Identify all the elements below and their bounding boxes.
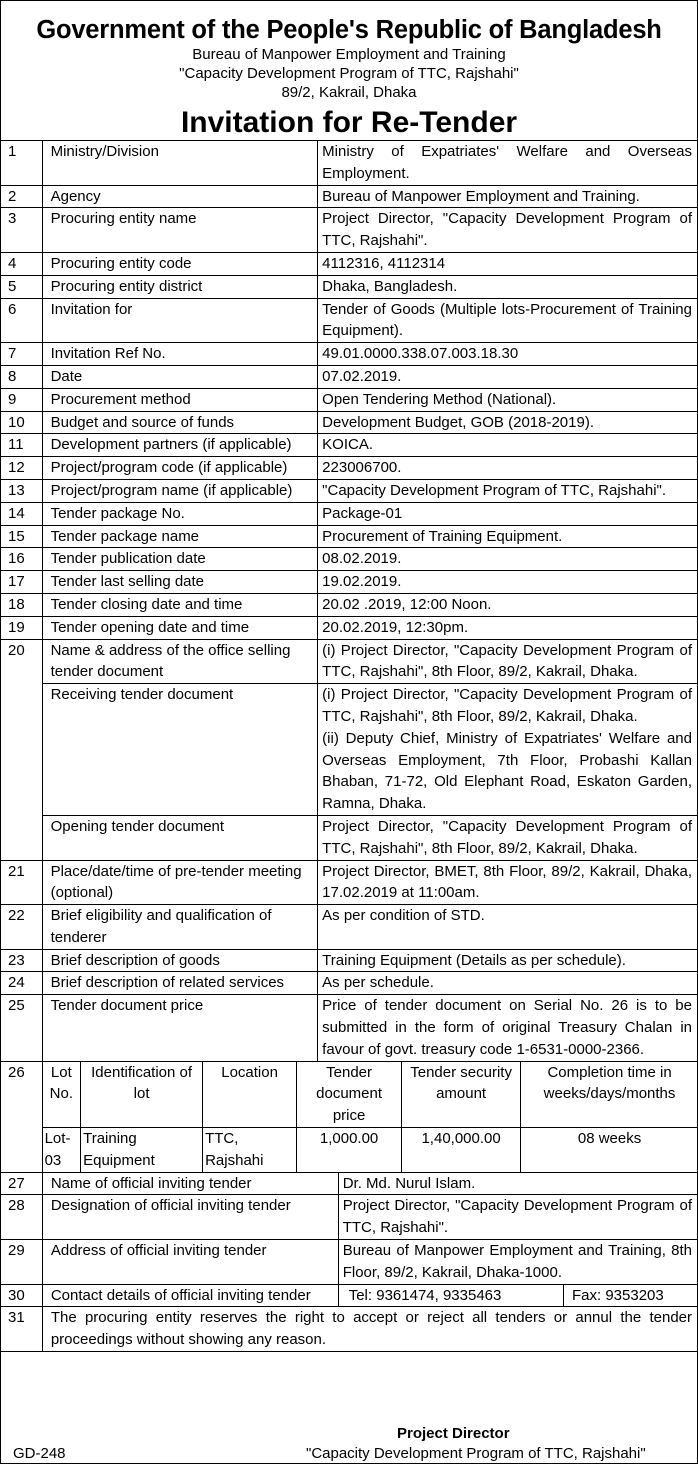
table-row bbox=[0, 185, 698, 208]
contact-tel: Tel: 9361474, 9335463 bbox=[348, 1286, 502, 1304]
row-value: As per schedule. bbox=[318, 972, 698, 995]
table-row bbox=[0, 502, 698, 525]
row-label: Procuring entity code bbox=[42, 252, 318, 275]
row-label: Tender document price bbox=[42, 995, 318, 1061]
notice-title: Invitation for Re-Tender bbox=[180, 106, 518, 139]
row-number: 3 bbox=[0, 208, 42, 253]
row-label: Development partners (if applicable) bbox=[42, 434, 318, 457]
lot-identification: Training Equipment bbox=[81, 1128, 203, 1172]
government-title: Government of the People's Republic of Bangladesh bbox=[36, 16, 662, 44]
row-value: Price of tender document on Serial No. 26 is to be submitted in the form of original Treasury Chalan in favour of govt. treasury code 1-6531-0000-2366. bbox=[318, 995, 698, 1061]
row-number: 20 bbox=[0, 639, 42, 860]
row-number: 5 bbox=[0, 275, 42, 298]
row-label: Project/program name (if applicable) bbox=[42, 479, 318, 502]
row-number: 12 bbox=[0, 457, 42, 480]
lots-data-row bbox=[43, 1128, 698, 1172]
row-label: Brief eligibility and qualification of tenderer bbox=[42, 905, 318, 950]
row-number: 16 bbox=[0, 548, 42, 571]
row-label: Date bbox=[42, 365, 318, 388]
row-label: Name & address of the office selling tender document bbox=[42, 639, 318, 684]
row-label: Invitation Ref No. bbox=[42, 343, 318, 366]
row-value: Tender of Goods (Multiple lots-Procurement of Training Equipment). bbox=[318, 298, 698, 343]
row-label: Tender opening date and time bbox=[42, 616, 318, 639]
lot-no-header: Lot No. bbox=[43, 1062, 81, 1128]
lot-location: TTC, Rajshahi bbox=[203, 1128, 297, 1172]
row-value: (i) Project Director, "Capacity Development Program of TTC, Rajshahi", 8th Floor, 89/2, Kakrail, Dhaka. bbox=[318, 639, 698, 684]
gd-number: GD-248 bbox=[13, 1445, 66, 1462]
office-address: 89/2, Kakrail, Dhaka bbox=[281, 84, 417, 101]
row-number: 27 bbox=[0, 1172, 42, 1195]
row-value: 49.01.0000.338.07.003.18.30 bbox=[318, 343, 698, 366]
row-number: 30 bbox=[0, 1284, 42, 1307]
row-number: 11 bbox=[0, 434, 42, 457]
row-number: 2 bbox=[0, 185, 42, 208]
row-value: 4112316, 4112314 bbox=[318, 252, 698, 275]
notice-footer bbox=[1, 1421, 697, 1463]
row-number: 15 bbox=[0, 525, 42, 548]
table-row bbox=[0, 411, 698, 434]
row-value: Bureau of Manpower Employment and Training, 8th Floor, 89/2, Kakrail, Dhaka-1000. bbox=[338, 1240, 698, 1285]
signatory-program: "Capacity Development Program of TTC, Rajshahi" bbox=[306, 1445, 646, 1462]
row-label: Tender publication date bbox=[42, 548, 318, 571]
row-value: As per condition of STD. bbox=[318, 905, 698, 950]
table-row bbox=[0, 275, 698, 298]
program-name: "Capacity Development Program of TTC, Rajshahi" bbox=[179, 65, 519, 82]
row-number: 25 bbox=[0, 995, 42, 1061]
row-number: 14 bbox=[0, 502, 42, 525]
table-row bbox=[0, 1284, 698, 1307]
rows-21-25 bbox=[0, 860, 698, 1061]
row-value: 19.02.2019. bbox=[318, 571, 698, 594]
row-value bbox=[318, 684, 698, 816]
row-label: Budget and source of funds bbox=[42, 411, 318, 434]
row-value: Project Director, "Capacity Development Program of TTC, Rajshahi". bbox=[338, 1195, 698, 1240]
row-number: 24 bbox=[0, 972, 42, 995]
table-row bbox=[0, 548, 698, 571]
row-label: Brief description of goods bbox=[42, 949, 318, 972]
notice-header bbox=[1, 1, 697, 140]
row-number: 23 bbox=[0, 949, 42, 972]
row-value: 223006700. bbox=[318, 457, 698, 480]
row-value: KOICA. bbox=[318, 434, 698, 457]
row-20 bbox=[0, 639, 698, 860]
row-number: 4 bbox=[0, 252, 42, 275]
row-value: Dhaka, Bangladesh. bbox=[318, 275, 698, 298]
lot-security-amount: 1,40,000.00 bbox=[402, 1128, 521, 1172]
row-value: Open Tendering Method (National). bbox=[318, 388, 698, 411]
table-row bbox=[0, 616, 698, 639]
table-row bbox=[0, 815, 698, 860]
lot-completion-time: 08 weeks bbox=[521, 1128, 698, 1172]
row-31 bbox=[0, 1307, 698, 1352]
receiving-value-1: (i) Project Director, "Capacity Development Program of TTC, Rajshahi", 8th Floor, 89/2, Kakrail, Dhaka. bbox=[322, 686, 692, 725]
contact-table bbox=[339, 1285, 698, 1307]
row-value: 20.02.2019, 12:30pm. bbox=[318, 616, 698, 639]
row-number: 1 bbox=[0, 141, 42, 186]
table-row bbox=[0, 457, 698, 480]
row-label: Procurement method bbox=[42, 388, 318, 411]
row-value: 08.02.2019. bbox=[318, 548, 698, 571]
row-number: 29 bbox=[0, 1240, 42, 1285]
row-number: 7 bbox=[0, 343, 42, 366]
row-value: Dr. Md. Nurul Islam. bbox=[338, 1172, 698, 1195]
table-row bbox=[0, 479, 698, 502]
row-number: 6 bbox=[0, 298, 42, 343]
row-value: Ministry of Expatriates' Welfare and Overseas Employment. bbox=[318, 141, 698, 186]
table-row bbox=[0, 252, 698, 275]
row-number: 22 bbox=[0, 905, 42, 950]
security-amount-header: Tender security amount bbox=[402, 1062, 521, 1128]
row-number: 21 bbox=[0, 860, 42, 905]
row-number: 13 bbox=[0, 479, 42, 502]
rows-27-29 bbox=[0, 1172, 698, 1284]
bureau-name: Bureau of Manpower Employment and Training bbox=[192, 46, 506, 63]
row-number: 10 bbox=[0, 411, 42, 434]
row-label: Ministry/Division bbox=[42, 141, 318, 186]
rows-1-19 bbox=[0, 141, 698, 640]
table-row bbox=[0, 995, 698, 1061]
table-row bbox=[0, 298, 698, 343]
signatory-title: Project Director bbox=[397, 1425, 510, 1442]
table-row bbox=[0, 1240, 698, 1285]
table-row bbox=[0, 1195, 698, 1240]
row-number: 28 bbox=[0, 1195, 42, 1240]
document-price-header: Tender document price bbox=[297, 1062, 402, 1128]
table-row bbox=[0, 388, 698, 411]
row-number: 9 bbox=[0, 388, 42, 411]
row-value: Project Director, BMET, 8th Floor, 89/2, Kakrail, Dhaka, 17.02.2019 at 11:00am. bbox=[318, 860, 698, 905]
table-row bbox=[0, 639, 698, 684]
row-value: "Capacity Development Program of TTC, Rajshahi". bbox=[318, 479, 698, 502]
row-label: Opening tender document bbox=[42, 815, 318, 860]
row-number: 18 bbox=[0, 593, 42, 616]
row-number: 26 bbox=[0, 1061, 42, 1172]
row-value: Training Equipment (Details as per schedule). bbox=[318, 949, 698, 972]
row-label: Address of official inviting tender bbox=[42, 1240, 338, 1285]
lots-cell bbox=[42, 1061, 698, 1172]
table-row bbox=[0, 593, 698, 616]
table-row bbox=[0, 365, 698, 388]
row-value: Procurement of Training Equipment. bbox=[318, 525, 698, 548]
row-number: 17 bbox=[0, 571, 42, 594]
row-label: Tender closing date and time bbox=[42, 593, 318, 616]
row-label: Agency bbox=[42, 185, 318, 208]
row-value: Package-01 bbox=[318, 502, 698, 525]
row-label: Place/date/time of pre-tender meeting (optional) bbox=[42, 860, 318, 905]
reservation-statement: The procuring entity reserves the right to accept or reject all tenders or annul the tender proceedings without showing any reason. bbox=[42, 1307, 698, 1352]
table-row bbox=[0, 571, 698, 594]
table-row bbox=[0, 208, 698, 253]
table-row bbox=[0, 141, 698, 186]
table-row bbox=[0, 860, 698, 905]
contact-cell bbox=[338, 1284, 698, 1307]
row-label: Name of official inviting tender bbox=[42, 1172, 338, 1195]
tender-details-table bbox=[0, 140, 698, 1173]
row-label: Procuring entity district bbox=[42, 275, 318, 298]
table-row bbox=[0, 972, 698, 995]
table-row bbox=[0, 525, 698, 548]
row-label: Receiving tender document bbox=[42, 684, 318, 816]
row-label: Project/program code (if applicable) bbox=[42, 457, 318, 480]
location-header: Location bbox=[203, 1062, 297, 1128]
row-label: Tender package No. bbox=[42, 502, 318, 525]
row-label: Tender last selling date bbox=[42, 571, 318, 594]
row-value: Bureau of Manpower Employment and Training. bbox=[318, 185, 698, 208]
table-row bbox=[0, 949, 698, 972]
contact-fax: Fax: 9353203 bbox=[564, 1285, 698, 1307]
row-label: Procuring entity name bbox=[42, 208, 318, 253]
receiving-value-2: (ii) Deputy Chief, Ministry of Expatriates' Welfare and Overseas Employment, 7th Floor, Probashi Kallan Bhaban, 71-72, Old Elephant Road, Eskaton Garden, Ramna, Dhaka. bbox=[322, 729, 692, 813]
row-value: 20.02 .2019, 12:00 Noon. bbox=[318, 593, 698, 616]
completion-time-header: Completion time in weeks/days/months bbox=[521, 1062, 698, 1128]
table-row bbox=[0, 1061, 698, 1172]
row-value: 07.02.2019. bbox=[318, 365, 698, 388]
table-row bbox=[0, 1172, 698, 1195]
identification-header: Identification of lot bbox=[81, 1062, 203, 1128]
table-row bbox=[0, 1307, 698, 1352]
lot-no: Lot-03 bbox=[43, 1128, 81, 1172]
official-details-table bbox=[0, 1172, 698, 1352]
row-label: Invitation for bbox=[42, 298, 318, 343]
row-value: Project Director, "Capacity Development Program of TTC, Rajshahi". bbox=[318, 208, 698, 253]
lots-header-row bbox=[43, 1062, 698, 1128]
row-label: Designation of official inviting tender bbox=[42, 1195, 338, 1240]
table-row bbox=[0, 684, 698, 816]
row-value: Development Budget, GOB (2018-2019). bbox=[318, 411, 698, 434]
row-number: 19 bbox=[0, 616, 42, 639]
row-number: 8 bbox=[0, 365, 42, 388]
table-row bbox=[0, 905, 698, 950]
row-label: Tender package name bbox=[42, 525, 318, 548]
row-30 bbox=[0, 1284, 698, 1307]
row-label: Brief description of related services bbox=[42, 972, 318, 995]
row-value: Project Director, "Capacity Development Program of TTC, Rajshahi", 8th Floor, 89/2, Kakrail, Dhaka. bbox=[318, 815, 698, 860]
table-row bbox=[0, 343, 698, 366]
row-number: 31 bbox=[0, 1307, 42, 1352]
table-row bbox=[0, 434, 698, 457]
row-26-lots bbox=[0, 1061, 698, 1172]
row-label: Contact details of official inviting tender bbox=[42, 1284, 338, 1307]
lot-document-price: 1,000.00 bbox=[297, 1128, 402, 1172]
lots-table bbox=[43, 1062, 698, 1172]
